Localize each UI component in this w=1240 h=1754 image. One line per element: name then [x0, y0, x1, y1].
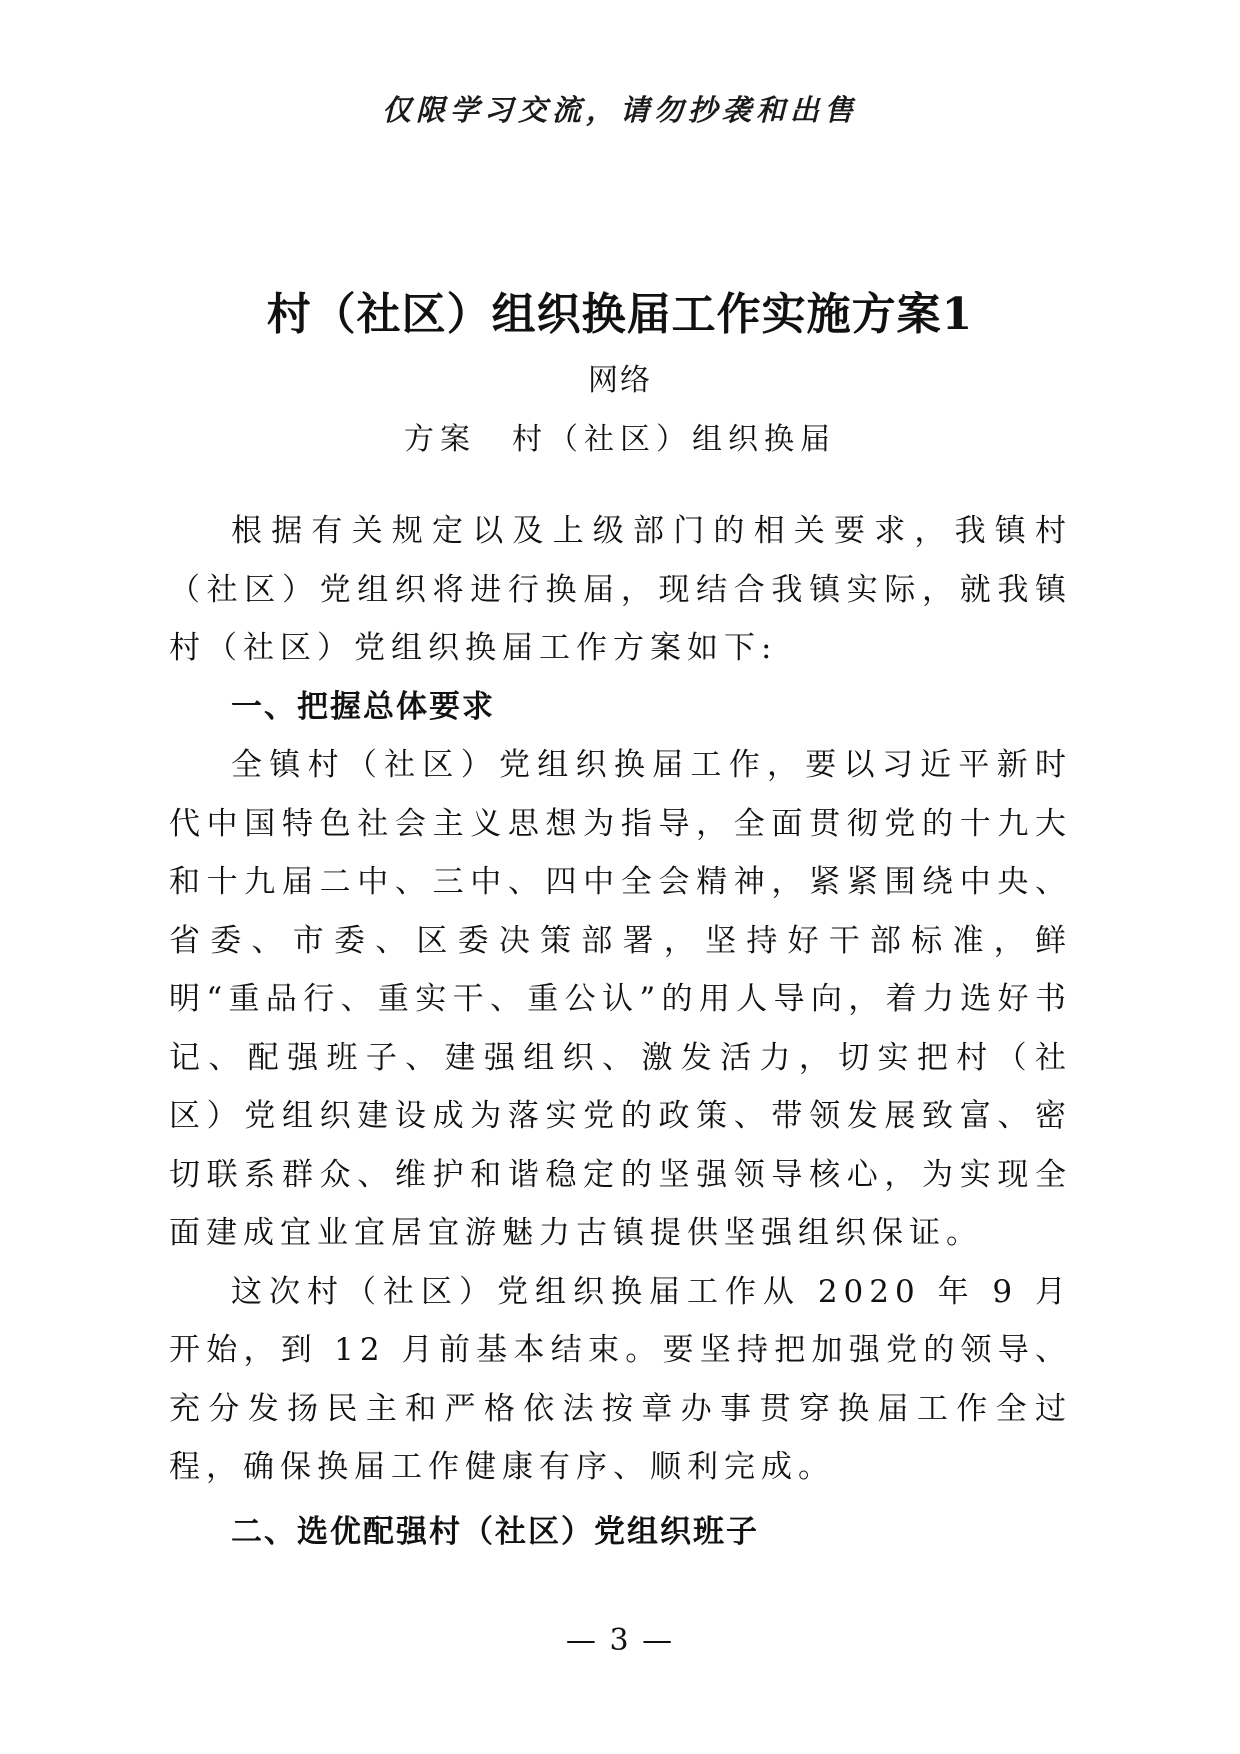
page-header-note: 仅限学习交流，请勿抄袭和出售 [381, 93, 858, 127]
section-1-paragraph-2: 这次村（社区）党组织换届工作从 2020 年 9 月开始，到 12 月前基本结束。要坚持把加强党的领导、充分发扬民主和严格依法按章办事贯穿换届工作全过程，确保换届工作健康有序、顺利完成。 [169, 1273, 1072, 1485]
document-body [169, 502, 1072, 1561]
section-1-paragraph-1: 全镇村（社区）党组织换届工作，要以习近平新时代中国特色社会主义思想为指导，全面贯彻党的十九大和十九届二中、三中、四中全会精神，紧紧围绕中央、省委、市委、区委决策部署，坚持好干部标准，鲜明“重品行、重实干、重公认”的用人导向，着力选好书记、配强班子、建强组织、激发活力，切实把村（社区）党组织建设成为落实党的政策、带领发展致富、密切联系群众、维护和谐稳定的坚强领导核心，为实现全面建成宜业宜居宜游魅力古镇提供坚强组织保证。 [169, 747, 1072, 1251]
intro-paragraph: 根据有关规定以及上级部门的相关要求，我镇村（社区）党组织将进行换届，现结合我镇实际，就我镇村（社区）党组织换届工作方案如下: [169, 513, 1072, 666]
section-heading-1: 一、把握总体要求 [231, 688, 495, 725]
document-source: 网络 [588, 363, 652, 398]
document-title: 村（社区）组织换届工作实施方案1 [266, 289, 974, 340]
page-number: — 3 — [565, 1623, 675, 1658]
section-heading-2: 二、选优配强村（社区）党组织班子 [231, 1513, 759, 1550]
document-keywords: 方案 村（社区）组织换届 [404, 422, 836, 457]
